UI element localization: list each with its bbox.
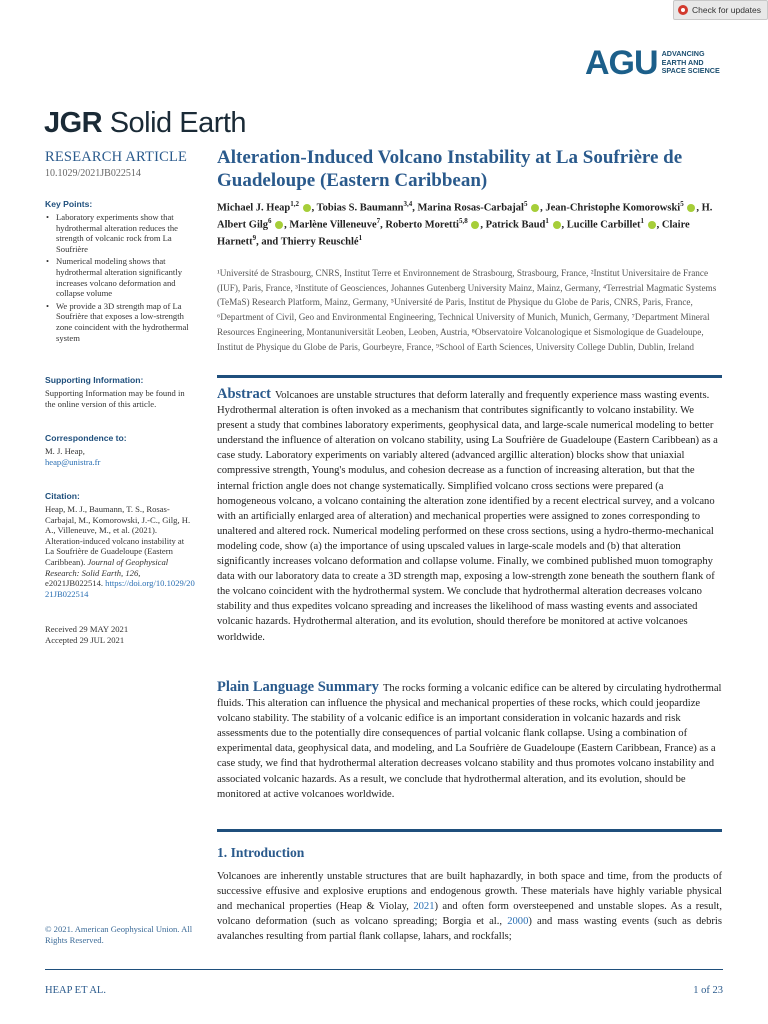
article-doi[interactable]: 10.1029/2021JB022514	[45, 168, 141, 179]
author-separator: , and	[256, 236, 281, 248]
citation-doi-link[interactable]: https://doi.org/10.1029/2021JB022514	[45, 578, 195, 599]
author-affiliation-marker: 5,8	[458, 217, 468, 225]
plain-language-summary-section	[217, 680, 722, 802]
correspondence-heading: Correspondence to:	[45, 433, 127, 443]
journal-name-rest: Solid Earth	[102, 107, 247, 139]
author-affiliation-marker: 5	[680, 200, 684, 208]
author-separator: ,	[540, 202, 546, 214]
supporting-info-text: Supporting Information may be found in the online version of this article.	[45, 388, 185, 409]
abstract-heading: Abstract	[217, 386, 271, 402]
agu-logo-mark: AGU	[585, 44, 658, 82]
orcid-icon[interactable]	[553, 221, 561, 229]
intro-text-part: ) and often form oversteepened and unstable slopes. As a result, volcano deformation (such as volcano spreading; Borgia et al.,	[217, 901, 722, 928]
pls-heading: Plain Language Summary	[217, 679, 379, 695]
pls-bottom-rule	[217, 829, 722, 832]
check-updates-label: Check for updates	[692, 5, 761, 15]
correspondence-name: M. J. Heap,	[45, 446, 85, 456]
agu-tagline-line: ADVANCING	[661, 49, 705, 59]
author-name: Marlène Villeneuve	[289, 219, 377, 231]
author-name: Michael J. Heap	[217, 202, 291, 214]
citation-volume: 126	[125, 567, 139, 578]
author-name: Claire Harnett	[217, 219, 690, 248]
intro-text-part: Volcanoes are inherently unstable structures that are built haphazardly, in both space and time, from the products of successive effusive and explosive eruptions and endogenous growth. These materials have highly variable physical and mechanical properties (Heap & Violay,	[217, 871, 722, 913]
pls-text: The rocks forming a volcanic edifice can be altered by circulating hydrothermal fluids. This alteration can influence the physical and mechanical properties of these rocks, which could jeopardize volcano stability. The stability of a volcanic edifice is an important consideration in volcanic hazards and risk assessments due to the potentially dire consequences of partial volcanic flank collapse. Using a combination of experimental data, geophysical data, and modeling, and La Soufrière de Guadeloupe (Eastern Caribbean, France) as a case study, we find that hydrothermal alteration decreases volcano stability and thus promotes volcano instability and associated volcanic hazards. As a result, we conclude that hydrothermal alteration, and its evolution, should be monitored at active volcanoes worldwide.	[217, 683, 722, 800]
orcid-icon[interactable]	[303, 204, 311, 212]
orcid-icon[interactable]	[531, 204, 539, 212]
article-title: Alteration-Induced Volcano Instability at La Soufrière de Guadeloupe (Eastern Caribbean)	[217, 147, 683, 191]
correspondence-email-link[interactable]: heap@unistra.fr	[45, 457, 101, 467]
author-name: Lucille Carbillet	[566, 219, 641, 231]
key-point: • We provide a 3D strength map of La Soufrière that exposes a low-strength zone coincident with the hydrothermal system	[45, 301, 197, 343]
key-points-heading: Key Points:	[45, 199, 93, 209]
reference-link[interactable]: 2000	[507, 916, 529, 928]
key-point: • Laboratory experiments show that hydrothermal alteration reduces the strength of volcanic rock from La Soufrière	[45, 212, 197, 254]
check-for-updates-button[interactable]	[673, 0, 768, 20]
author-list	[217, 198, 727, 249]
introduction-heading: 1. Introduction	[217, 845, 305, 860]
abstract-top-rule	[217, 375, 722, 378]
check-updates-icon	[678, 5, 688, 15]
abstract-text: Volcanoes are unstable structures that deform laterally and frequently experience mass wasting events. Hydrothermal alteration is often invoked as a mechanism that contributes significantly to volcano instability. We present a study that combines laboratory experiments, geophysical data, and large-scale numerical modeling to better understand the influence of alteration on volcano stability, using La Soufrière de Guadeloupe (Eastern Caribbean) as a case study. Laboratory experiments on variably altered (advanced argillic alteration) blocks show that uniaxial compressive strength, Young's modulus, and cohesion decrease as a function of increasing alteration, but that the internal friction angle does not change systematically. Simplified volcano cross sections were prepared (a homogeneous volcano, a volcano containing the alteration zone identified by a recent electrical survey, and a volcano with an artificially enlarged area of alteration) and mechanical properties were assigned to zones corresponding to unaltered and altered rock. Numerical modeling performed on these cross sections, using a hydro-thermo-mechanical modeling code, show (a) the importance of using upscaled values in large-scale models and (b) that alteration significantly increases volcano deformation and collapse volume. Finally, we combined published muon tomography data with our laboratory data to create a 3D strength map, exposing a low-strength zone beneath the southern flank of the volcano coincident with the hydrothermal system. We conclude that hydrothermal alteration decreases volcano stability and thus expedites volcano spreading and increases the likelihood of mass wasting events and associated volcanic hazards. Hydrothermal alteration, and its evolution, should therefore be monitored at active volcanoes worldwide.	[217, 390, 718, 643]
author-affiliation-marker: 5	[523, 200, 528, 208]
author-name: H. Albert Gilg	[217, 202, 713, 231]
author-name: Roberto Moretti	[385, 219, 459, 231]
received-date: Received 29 MAY 2021	[45, 624, 129, 634]
citation-rest: , e2021JB022514.	[45, 567, 141, 589]
author-affiliation-marker: 1,2	[290, 200, 299, 208]
citation-text: Heap, M. J., Baumann, T. S., Rosas-Carbajal, M., Komorowski, J.-C., Gilg, H. A., Villeneuve, M., et al. (2021). Alteration-induced volcano instability at La Soufrière de Guadeloupe (Eastern Caribbean).	[45, 504, 191, 567]
author-affiliation-marker: 9	[252, 234, 257, 242]
journal-name	[44, 107, 246, 140]
copyright-notice: © 2021. American Geophysical Union. All Rights Reserved.	[45, 924, 193, 945]
author-name: Tobias S. Baumann	[316, 202, 404, 214]
supporting-info-heading: Supporting Information:	[45, 375, 144, 385]
author-separator: ,	[412, 202, 418, 214]
introduction-text	[217, 869, 722, 944]
citation-journal: Journal of Geophysical Research: Solid Earth,	[45, 556, 169, 578]
orcid-icon[interactable]	[648, 221, 656, 229]
orcid-icon[interactable]	[687, 204, 695, 212]
agu-tagline-line: EARTH AND	[661, 57, 704, 67]
author-affiliation-marker: 1	[545, 217, 549, 225]
agu-tagline-line: SPACE SCIENCE	[661, 66, 720, 76]
author-affiliation-marker: 7	[376, 217, 381, 225]
citation-block	[45, 504, 195, 599]
orcid-icon[interactable]	[471, 221, 479, 229]
footer-rule	[45, 969, 723, 970]
accepted-date: Accepted 29 JUL 2021	[45, 635, 125, 645]
page-number: 1 of 23	[693, 985, 723, 996]
author-name: Jean-Christophe Komorowski	[545, 202, 681, 214]
intro-text-part: ) and mass wasting events (such as debris avalanches resulting from partial flank collapse, lahars, and rockfalls;	[217, 916, 723, 943]
agu-logo	[585, 46, 720, 80]
author-name: Thierry Reuschlé	[280, 236, 359, 248]
article-type: RESEARCH ARTICLE	[45, 149, 188, 165]
author-name: Patrick Baud	[485, 219, 546, 231]
key-point: • Numerical modeling shows that hydrothermal alteration significantly increases volcano deformation and collapse volume	[45, 256, 197, 298]
reference-link[interactable]: 2021	[413, 901, 435, 913]
author-separator: ,	[561, 219, 567, 231]
author-affiliation-marker: 3,4	[403, 200, 413, 208]
author-separator: ,	[656, 219, 662, 231]
citation-heading: Citation:	[45, 491, 80, 501]
author-separator: ,	[311, 202, 317, 214]
key-points-list	[45, 212, 197, 345]
author-name: Marina Rosas-Carbajal	[417, 202, 524, 214]
author-affiliation-marker: 1	[640, 217, 645, 225]
journal-name-bold: JGR	[44, 107, 103, 139]
author-separator: ,	[284, 219, 290, 231]
orcid-icon[interactable]	[275, 221, 283, 229]
abstract-section	[217, 387, 722, 645]
agu-tagline	[662, 50, 720, 75]
author-affiliation-marker: 1	[358, 234, 363, 242]
affiliations: ¹Université de Strasbourg, CNRS, Institut Terre et Environnement de Strasbourg, Strasbourg, France, ²Institut Universitaire de France (IUF), Paris, France, ³Institute of Geosciences, Johannes Gutenberg University Mainz, Mainz, Germany, ⁴Terrestrial Magmatic Systems (TeMaS) Research Platform, Mainz, Germany, ⁵Université de Paris, Institut de Physique du Globe de Paris, CNRS, Paris, France, ⁶Department of Civil, Geo and Environmental Engineering, Technical University of Munich, Munich, Germany, ⁷Department Mineral Resources Engineering, Montanuniversität Leoben, Leoben, Austria, ⁸Observatoire Volcanologique et Sismologique de Guadeloupe, Institut de Physique du Globe de Paris, Gourbeyre, France, ⁹School of Earth Sciences, University College Dublin, Dublin, Ireland	[217, 268, 717, 352]
footer-authors: HEAP ET AL.	[45, 985, 106, 996]
author-separator: ,	[380, 219, 386, 231]
author-separator: ,	[480, 219, 486, 231]
author-separator: ,	[696, 202, 702, 214]
author-affiliation-marker: 6	[268, 217, 272, 225]
